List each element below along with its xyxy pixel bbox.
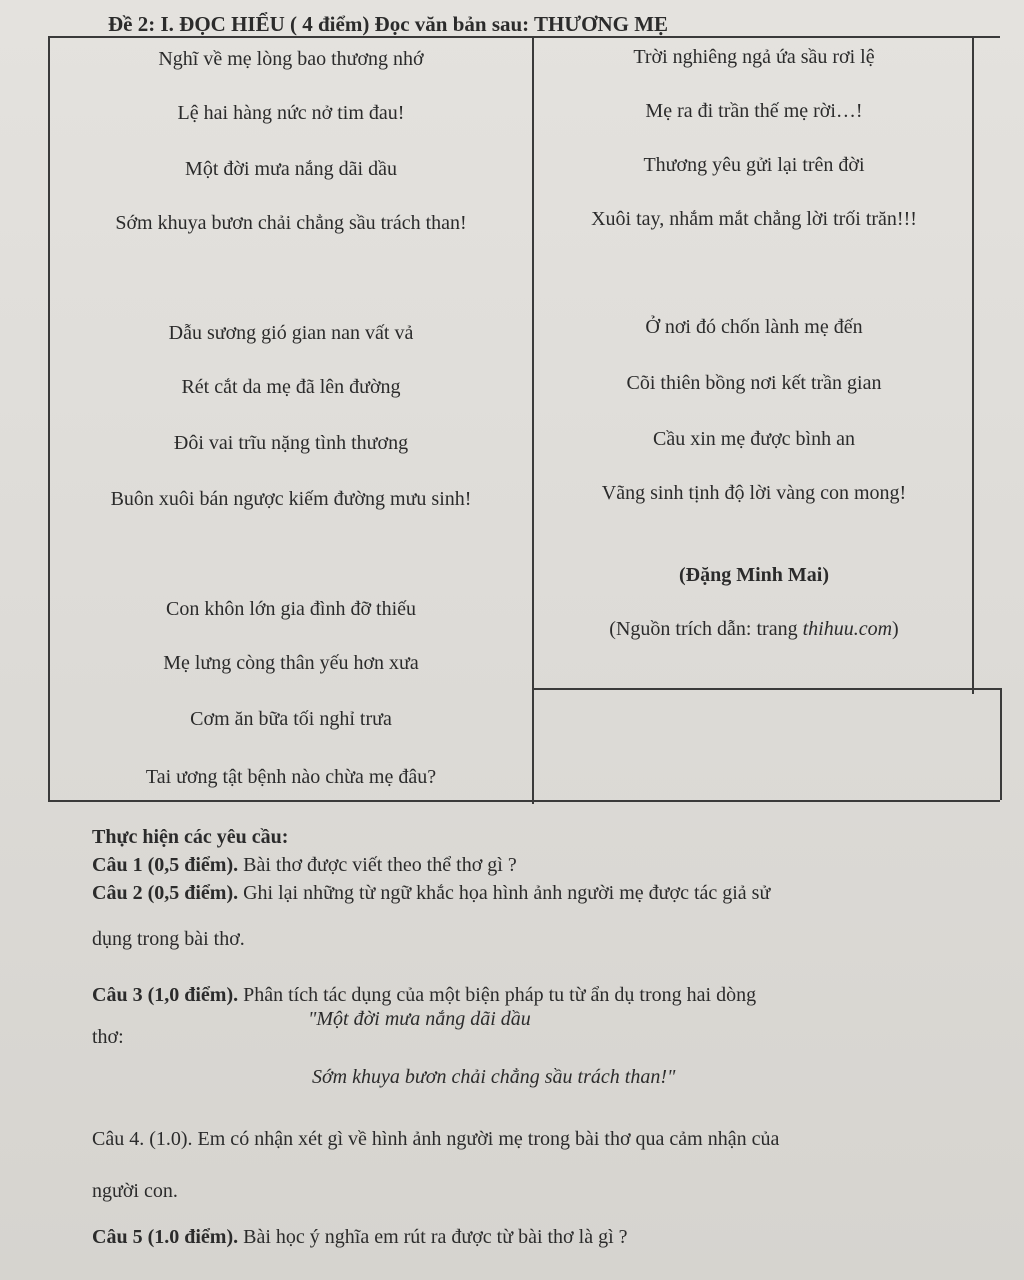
question-3-cont: thơ: <box>92 1026 124 1048</box>
poem-line: Trời nghiêng ngả ứa sầu rơi lệ <box>633 46 875 68</box>
poem-line: Cơm ăn bữa tối nghỉ trưa <box>190 708 392 730</box>
quote-line-2: Sớm khuya bươn chải chẳng sầu trách than!" <box>312 1066 676 1088</box>
poem-line: Cầu xin mẹ được bình an <box>653 428 855 450</box>
poem-line: Ở nơi đó chốn lành mẹ đến <box>645 316 863 338</box>
row-divider <box>534 688 1000 690</box>
table-right-border <box>972 38 974 694</box>
quote-line-1: "Một đời mưa nắng dãi dầu <box>308 1008 531 1030</box>
question-5: Câu 5 (1.0 điểm). Bài học ý nghĩa em rút ra được từ bài thơ là gì ? <box>92 1226 628 1248</box>
poem-source: (Nguồn trích dẫn: trang thihuu.com) <box>609 618 899 640</box>
poem-line: Dẫu sương gió gian nan vất vả <box>168 322 414 344</box>
poem-line: Cõi thiên bồng nơi kết trần gian <box>626 372 882 394</box>
question-2: Câu 2 (0,5 điểm). Ghi lại những từ ngữ khắc họa hình ảnh người mẹ được tác giả sử <box>92 882 771 904</box>
question-4-cont: người con. <box>92 1180 178 1202</box>
question-3: Câu 3 (1,0 điểm). Phân tích tác dụng của một biện pháp tu từ ẩn dụ trong hai dòng <box>92 984 757 1006</box>
poem-line: Vãng sinh tịnh độ lời vàng con mong! <box>601 482 907 504</box>
table-right-border-lower <box>1000 688 1002 800</box>
requirements-title: Thực hiện các yêu cầu: <box>92 826 289 848</box>
poem-line: Xuôi tay, nhắm mắt chẳng lời trối trăn!!! <box>591 208 917 230</box>
poem-line: Buôn xuôi bán ngược kiếm đường mưu sinh! <box>110 488 472 510</box>
poem-line: Một đời mưa nắng dãi dầu <box>185 158 397 180</box>
poem-line: Tai ương tật bệnh nào chừa mẹ đâu? <box>145 766 437 788</box>
question-2-cont: dụng trong bài thơ. <box>92 928 245 950</box>
poem-author: (Đặng Minh Mai) <box>679 564 829 586</box>
question-4: Câu 4. (1.0). Em có nhận xét gì về hình ảnh người mẹ trong bài thơ qua cảm nhận của <box>92 1128 780 1150</box>
poem-line: Con khôn lớn gia đình đỡ thiếu <box>165 598 417 620</box>
poem-line: Mẹ lưng còng thân yếu hơn xưa <box>163 652 419 674</box>
poem-line: Rét cắt da mẹ đã lên đường <box>181 376 401 398</box>
question-1: Câu 1 (0,5 điểm). Bài thơ được viết theo thể thơ gì ? <box>92 854 517 876</box>
poem-line: Mẹ ra đi trần thế mẹ rời…! <box>645 100 863 122</box>
poem-line: Lệ hai hàng nức nở tim đau! <box>177 102 405 124</box>
exam-header: Đề 2: I. ĐỌC HIỂU ( 4 điểm) Đọc văn bản sau: THƯƠNG MẸ <box>108 12 669 36</box>
poem-line: Thương yêu gửi lại trên đời <box>643 154 865 176</box>
poem-line: Sớm khuya bươn chải chẳng sầu trách than! <box>115 212 467 234</box>
poem-table <box>48 36 1000 802</box>
poem-line: Đôi vai trĩu nặng tình thương <box>173 432 409 454</box>
poem-line: Nghĩ về mẹ lòng bao thương nhớ <box>158 48 424 70</box>
